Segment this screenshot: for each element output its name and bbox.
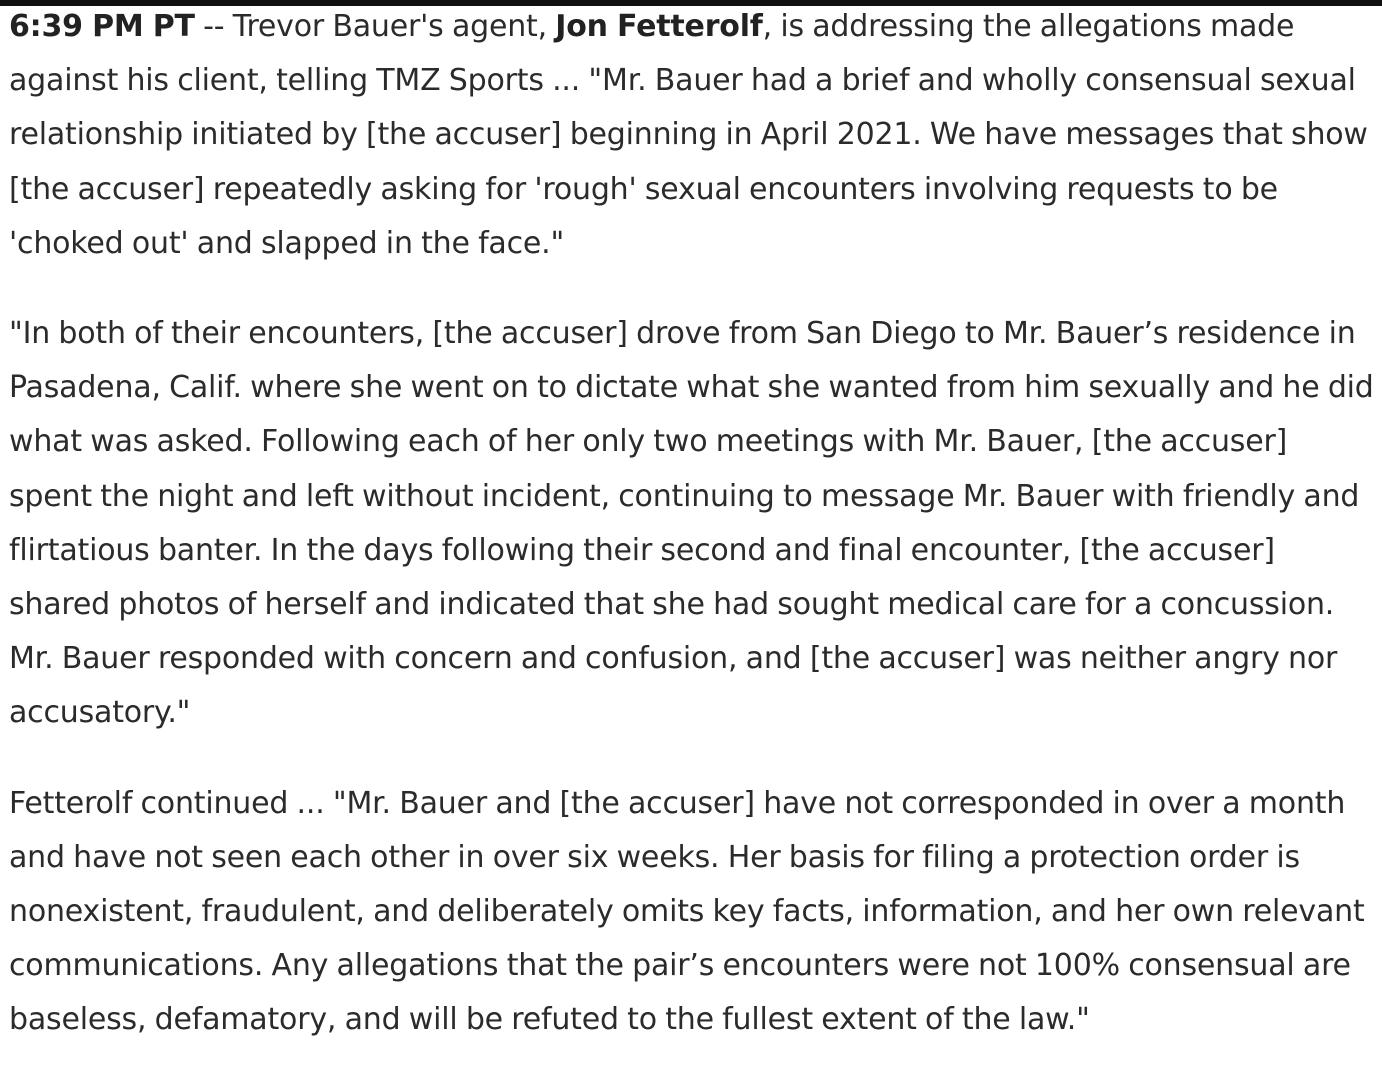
- quote-paragraph-2: "In both of their encounters, [the accuser] drove from San Diego to Mr. Bauer’s residence in Pasadena, Calif. where she went on to dictate what she wanted from him sexually and he did what was asked. Following each of her only two meetings with Mr. Bauer, [the accuser] spent the night and left without incident, continuing to message Mr. Bauer with friendly and flirtatious banter. In the days following their second and final encounter, [the accuser] shared photos of herself and indicated that she had sought medical care for a concussion. Mr. Bauer responded with concern and confusion, and [the accuser] was neither angry nor accusatory.": [9, 316, 1374, 731]
- quote-paragraph-3: Fetterolf continued ... "Mr. Bauer and [the accuser] have not corresponded in over a month and have not seen each other in over six weeks. Her basis for filing a protection order is nonexistent, fraudulent, and deliberately omits key facts, information, and her own relevant communications. Any allegations that the pair’s encounters were not 100% consensual are baseless, defamatory, and will be refuted to the fullest extent of the law.": [9, 785, 1365, 1038]
- update-paragraph: [9, 0, 1377, 271]
- update-intro-text: -- Trevor Bauer's agent,: [194, 9, 556, 44]
- article-body: [9, 0, 1377, 1084]
- agent-name: Jon Fetterolf: [555, 9, 763, 44]
- update-quote-text: , is addressing the allegations made against his client, telling TMZ Sports ... "Mr. Bauer had a brief and wholly consensual sexual relationship initiated by [the accuser] beginning in April 2021. We have messages that show [the accuser] repeatedly asking for 'rough' sexual encounters involving requests to be 'choked out' and slapped in the face.": [9, 9, 1368, 261]
- update-timestamp: 6:39 PM PT: [9, 9, 195, 44]
